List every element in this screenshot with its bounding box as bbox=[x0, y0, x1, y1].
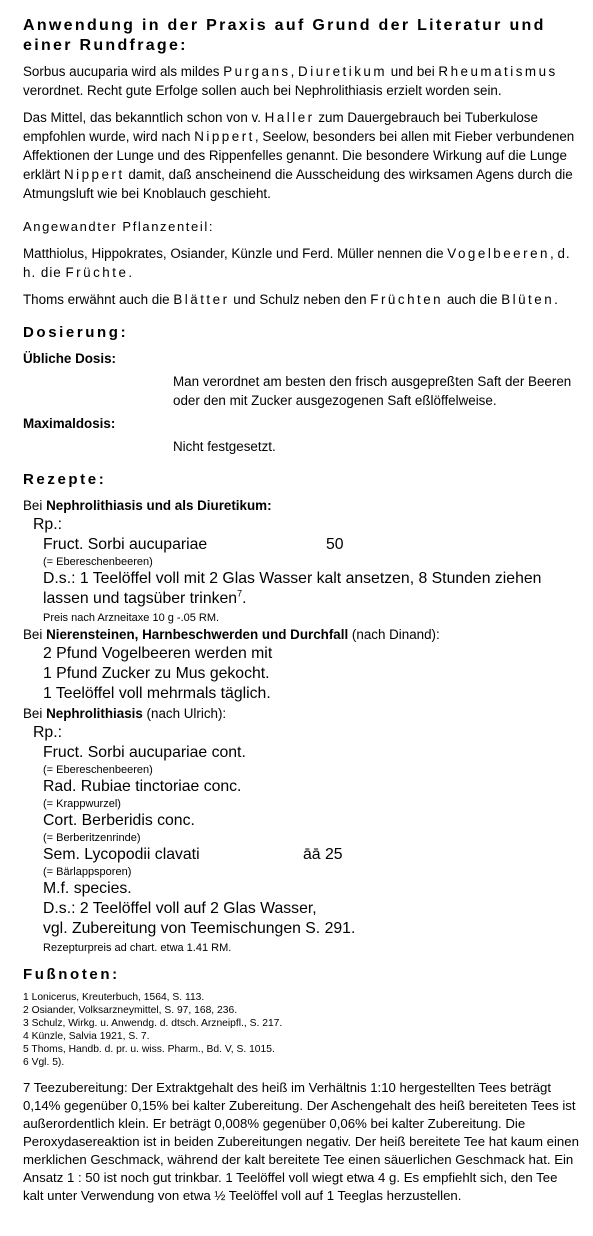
text: D.s.: 1 Teelöffel voll mit 2 Glas Wasser kalt ansetzen, 8 Stunden ziehen lassen und tagsüber trinken bbox=[43, 570, 542, 607]
footnote: 4 Künzle, Salvia 1921, S. 7. bbox=[23, 1031, 150, 1042]
recipe-1 bbox=[23, 496, 581, 625]
recipe-3-title bbox=[23, 704, 581, 723]
recipe-indication: Nephrolithiasis und als Diuretikum: bbox=[46, 498, 272, 513]
ingredient-note: (= Bärlappsporen) bbox=[43, 866, 132, 878]
ingredient-note: (= Ebereschenbeeren) bbox=[43, 764, 153, 776]
footnote: 3 Schulz, Wirkg. u. Anwendg. d. dtsch. Arzneipfl., S. 217. bbox=[23, 1018, 283, 1029]
footnote: 5 Thoms, Handb. d. pr. u. wiss. Pharm., Bd. V, S. 1015. bbox=[23, 1044, 275, 1055]
ingredient-name: Fruct. Sorbi aucupariae cont. bbox=[43, 744, 246, 761]
text: Bei bbox=[23, 627, 47, 642]
footnote-7: 7 Teezubereitung: Der Extraktgehalt des heiß im Verhältnis 1:10 hergestellten Tees beträgt 0,14% gegenüber 0,15% bei kalter Zubereitung. Der Aschengehalt des heiß bereiteten Tees ist außerordentlich klein. Er beträgt 0,008% gegenüber 0,06% bei kalter Zubereitung. Die Peroxydasereaktion ist in beiden Zubereitungen negativ. Der heiß bereitete Tee hat kaum einen merklichen Geschmack, während der kalt bereitete Tee einen säuerlichen Geschmack hat. Ein Ansatz 1 : 50 ist noch gut trinkbar. 1 Teelöffel voll wiegt etwa 4 g. Es empfiehlt sich, den Tee kalt unter Verwendung von etwa ½ Teelöffel voll auf 1 Teeglas herzustellen. bbox=[23, 1080, 579, 1203]
dosage-heading: Dosierung: bbox=[23, 324, 129, 341]
page-title: Anwendung in der Praxis auf Grund der Literatur und einer Rundfrage: bbox=[23, 17, 546, 54]
ingredient-name: Fruct. Sorbi aucupariae bbox=[43, 536, 208, 553]
spaced-term: Diuretikum bbox=[298, 64, 388, 79]
rp-label: Rp.: bbox=[33, 516, 62, 533]
paragraph-thoms bbox=[23, 290, 581, 309]
text: und bei bbox=[387, 64, 439, 79]
text: Sorbus aucuparia wird als mildes bbox=[23, 64, 224, 79]
spaced-term: Früchte bbox=[65, 265, 129, 280]
recipe-line: 1 Teelöffel voll mehrmals täglich. bbox=[43, 685, 271, 702]
text: Das Mittel, das bekanntlich schon von v. bbox=[23, 110, 265, 125]
text: . bbox=[242, 590, 247, 607]
ingredient-name: Cort. Berberidis conc. bbox=[43, 812, 195, 829]
spaced-term: Früchten bbox=[370, 292, 444, 307]
ingredient-row bbox=[43, 535, 581, 555]
text: . bbox=[554, 292, 558, 307]
spaced-term: Blätter bbox=[173, 292, 230, 307]
signatur: vgl. Zubereitung von Teemischungen S. 291. bbox=[43, 920, 356, 937]
ingredient-note: (= Krappwurzel) bbox=[43, 798, 121, 810]
price-note: Rezepturpreis ad chart. etwa 1.41 RM. bbox=[43, 942, 232, 954]
ingredient-amount: 50 bbox=[326, 536, 344, 553]
recipe-line: 1 Pfund Zucker zu Mus gekocht. bbox=[43, 665, 270, 682]
text: (nach Dinand): bbox=[348, 627, 440, 642]
ingredient-name: Rad. Rubiae tinctoriae conc. bbox=[43, 778, 242, 795]
text: , bbox=[550, 246, 558, 261]
ingredient-note: (= Ebereschenbeeren) bbox=[43, 556, 153, 568]
text: Bei bbox=[23, 706, 47, 721]
max-dose-label: Maximaldosis: bbox=[23, 416, 116, 431]
text: d. h. die bbox=[23, 246, 571, 280]
text: , Seelow, besonders bei allen mit Fieber verbundenen Affektionen der Lunge und des Rippenfelles genannt. Die besondere Wirkung auf die Lunge erklärt bbox=[23, 129, 575, 182]
footnote: 1 Lonicerus, Kreuterbuch, 1564, S. 113. bbox=[23, 992, 205, 1003]
mixture-instruction: M.f. species. bbox=[43, 880, 132, 897]
footnotes-heading: Fußnoten: bbox=[23, 966, 120, 983]
paragraph-usage bbox=[23, 62, 581, 100]
paragraph-plant-parts bbox=[23, 244, 581, 282]
spaced-term: Purgans bbox=[223, 64, 291, 79]
recipes-heading: Rezepte: bbox=[23, 471, 107, 488]
spaced-name: Nippert bbox=[194, 129, 255, 144]
text: zum Dauergebrauch bei Tuberkulose empfohlen wurde, wird nach bbox=[23, 110, 538, 144]
spaced-term: Rheumatismus bbox=[438, 64, 558, 79]
ingredient-row bbox=[43, 845, 581, 865]
rp-label: Rp.: bbox=[33, 724, 62, 741]
max-dose-text: Nicht festgesetzt. bbox=[173, 439, 276, 454]
recipe-3 bbox=[23, 704, 581, 955]
ingredient-note: (= Berberitzenrinde) bbox=[43, 832, 141, 844]
ingredient-name: Sem. Lycopodii clavati bbox=[43, 846, 200, 863]
text: Bei bbox=[23, 498, 47, 513]
footnote-list bbox=[23, 991, 581, 1069]
spaced-term: Blüten bbox=[501, 292, 555, 307]
plant-part-heading: Angewandter Pflanzenteil: bbox=[23, 219, 215, 234]
text: Matthiolus, Hippokrates, Osiander, Künzle und Ferd. Müller nennen die bbox=[23, 246, 448, 261]
signatur: D.s.: 2 Teelöffel voll auf 2 Glas Wasser, bbox=[43, 900, 317, 917]
recipe-2-title bbox=[23, 625, 581, 644]
spaced-name: Haller bbox=[264, 110, 315, 125]
paragraph-history bbox=[23, 108, 581, 203]
signatur bbox=[43, 569, 581, 609]
usual-dose-label: Übliche Dosis: bbox=[23, 351, 117, 366]
price-note: Preis nach Arzneitaxe 10 g -.05 RM. bbox=[43, 612, 220, 624]
text: . bbox=[128, 265, 133, 280]
footnote: 2 Osiander, Volksarzneymittel, S. 97, 168, 236. bbox=[23, 1005, 238, 1016]
spaced-term: Vogelbeeren bbox=[447, 246, 550, 261]
text: Thoms erwähnt auch die bbox=[23, 292, 174, 307]
recipe-line: 2 Pfund Vogelbeeren werden mit bbox=[43, 645, 273, 662]
recipe-indication: Nephrolithiasis bbox=[46, 706, 143, 721]
usual-dose-text: Man verordnet am besten den frisch ausgepreßten Saft der Beeren oder den mit Zucker ausgezogenen Saft eßlöffelweise. bbox=[173, 374, 572, 408]
recipe-1-title bbox=[23, 496, 581, 515]
footnote-ref: 7 bbox=[237, 588, 243, 599]
recipe-indication: Nierensteinen, Harnbeschwerden und Durchfall bbox=[46, 627, 349, 642]
text: auch die bbox=[443, 292, 502, 307]
recipe-2 bbox=[23, 625, 581, 704]
text: und Schulz neben den bbox=[229, 292, 371, 307]
text: , bbox=[290, 64, 299, 79]
ingredient-amount: āā 25 bbox=[303, 846, 343, 863]
spaced-name: Nippert bbox=[63, 167, 125, 182]
text: damit, daß anscheinend die Ausscheidung des wirksamen Agens durch die Atmungsluft wie bei Knoblauch geschieht. bbox=[23, 167, 573, 201]
text: verordnet. Recht gute Erfolge sollen auch bei Nephrolithiasis erzielt worden sein. bbox=[23, 83, 502, 98]
footnote: 6 Vgl. 5). bbox=[23, 1057, 65, 1068]
text: (nach Ulrich): bbox=[142, 706, 227, 721]
